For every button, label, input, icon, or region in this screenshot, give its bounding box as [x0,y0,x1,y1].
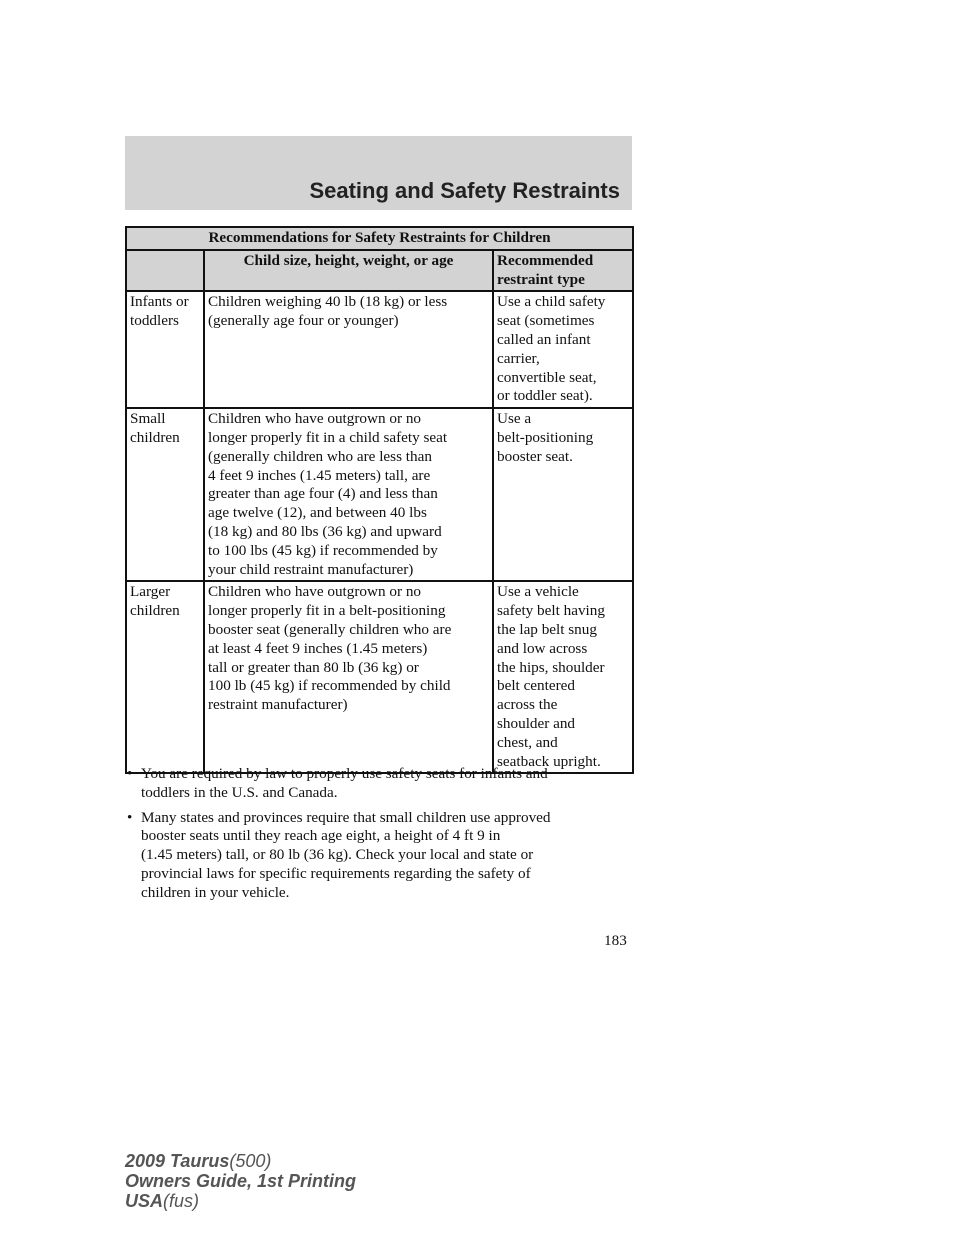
column-header-category [126,250,204,292]
table-row [126,581,633,773]
footer-line-market [125,1191,356,1211]
recommendations-table-container [125,226,632,774]
row-size: Children who have outgrown or no longer properly fit in a belt-positioning booster seat (generally children who are at least 4 feet 9 inches (1.45 meters) tall or greater than 80 lb (36 kg) or 100 lb (45 kg) if recommended by child restraint manufacturer) [204,581,493,773]
print-footer [125,1151,356,1211]
row-category: Larger children [126,581,204,773]
bullet-text: You are required by law to properly use safety seats for infants and toddlers in the U.S. and Canada. [141,765,548,801]
row-size: Children weighing 40 lb (18 kg) or less (generally age four or younger) [204,291,493,408]
footer-line-model [125,1151,356,1171]
table-header-row [126,250,633,292]
row-category: Infants or toddlers [126,291,204,408]
footer-market-code: (fus) [163,1191,200,1211]
row-restraint: Use a belt-positioning booster seat. [493,408,633,581]
table-caption-row [126,227,633,250]
row-restraint: Use a vehicle safety belt having the lap belt snug and low across the hips, shoulder belt centered across the shoulder and chest, and seatback upright. [493,581,633,773]
bullet-list [127,765,637,909]
list-item [127,809,637,903]
table-row [126,291,633,408]
footer-printing: Owners Guide, 1st Printing [125,1171,357,1191]
row-size: Children who have outgrown or no longer properly fit in a child safety seat (generally children who are less than 4 feet 9 inches (1.45 meters) tall, are greater than age four (4) and less than age twelve (12), and between 40 lbs (18 kg) and 80 lbs (36 kg) and upward to 100 lbs (45 kg) if recommended by your child restraint manufacturer) [204,408,493,581]
page-number: 183 [604,932,627,949]
column-header-size: Child size, height, weight, or age [204,250,493,292]
bullet-text: Many states and provinces require that small children use approved booster seats until they reach age eight, a height of 4 ft 9 in (1.45 meters) tall, or 80 lb (36 kg). Check your local and state or provincial laws for specific requirements regarding the safety of children in your vehicle. [141,808,551,901]
row-category: Small children [126,408,204,581]
recommendations-table [125,226,634,774]
footer-market: USA [125,1191,164,1211]
row-restraint: Use a child safety seat (sometimes called an infant carrier, convertible seat, or toddler seat). [493,291,633,408]
section-header-band [125,136,632,210]
section-title: Seating and Safety Restraints [309,178,620,203]
footer-model-code: (500) [229,1151,272,1171]
list-item [127,765,637,803]
bullet-icon: • [127,765,133,782]
bullet-icon: • [127,808,133,826]
table-row [126,408,633,581]
column-header-restraint: Recommended restraint type [493,250,633,292]
footer-model: 2009 Taurus [125,1151,230,1171]
table-caption: Recommendations for Safety Restraints for Children [126,227,633,250]
